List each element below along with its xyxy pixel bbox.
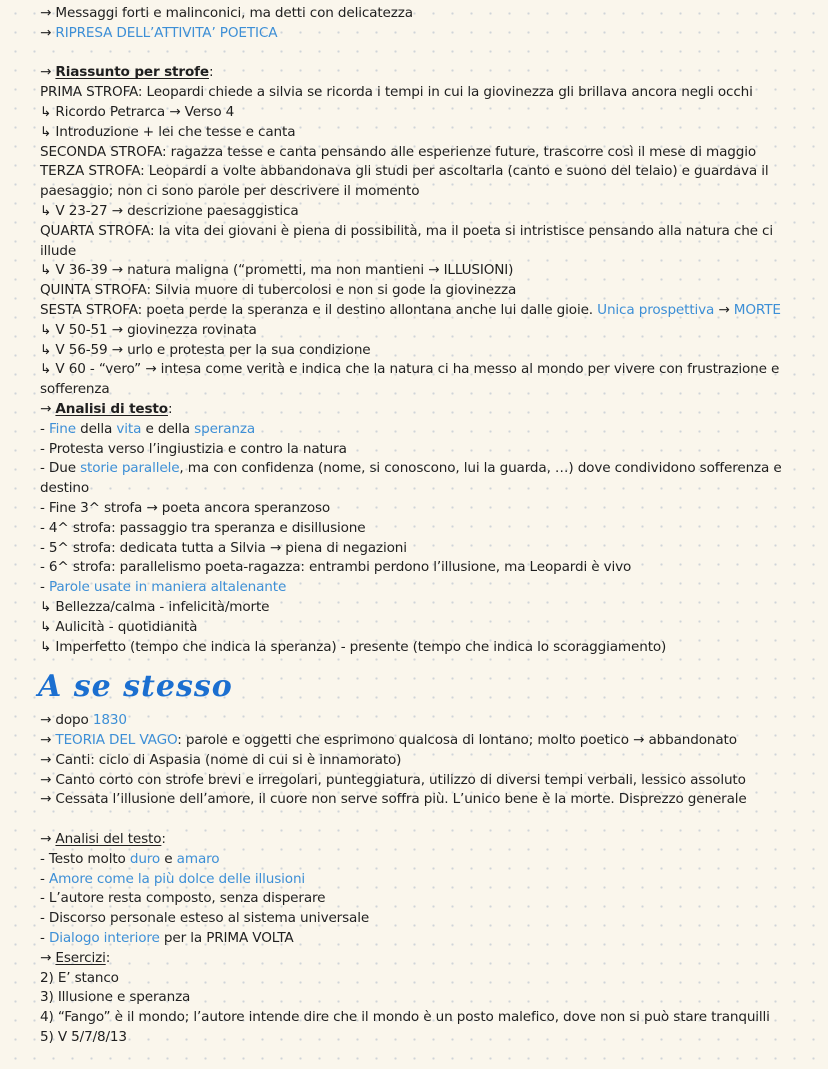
text-line: [40, 949, 820, 969]
text-line: [40, 711, 820, 731]
text-highlight: Analisi del testo: [55, 831, 162, 848]
text-highlight: Analisi di testo: [55, 400, 168, 417]
text-line: [40, 143, 820, 163]
text-segment: della: [75, 420, 117, 437]
text-segment: TERZA STROFA: Leopardi a volte abbandonava gli studi per ascoltarla (canto e suono del telaio) e guardava il: [40, 163, 769, 180]
text-highlight: speranza: [194, 420, 256, 437]
text-segment: 3) Illusione e speranza: [40, 989, 191, 1006]
text-segment: -: [40, 579, 49, 596]
text-segment: :: [167, 400, 173, 417]
text-segment: ↳ Aulicità - quotidianità: [40, 618, 198, 635]
text-line: [40, 969, 820, 989]
text-segment: →: [40, 732, 56, 749]
text-line: [40, 870, 820, 890]
text-segment: → Cessata l’illusione dell’amore, il cuore non serve soffra più. L’unico bene è la morte. Disprezzo generale: [40, 791, 747, 808]
text-line: [40, 850, 820, 870]
text-segment: ↳ V 56-59 → urlo e protesta per la sua condizione: [40, 341, 371, 358]
text-line: [40, 420, 820, 440]
text-line: [40, 301, 820, 321]
text-segment: PRIMA STROFA: Leopardi chiede a silvia se ricorda i tempi in cui la giovinezza gli brillava ancora negli occhi: [40, 84, 753, 101]
text-highlight: amaro: [176, 850, 220, 867]
text-line: [40, 400, 820, 420]
text-highlight: RIPRESA DELL’ATTIVITA’ POETICA: [55, 24, 278, 41]
text-segment: ↳ V 50-51 → giovinezza rovinata: [40, 321, 257, 338]
text-highlight: TEORIA DEL VAGO: [55, 732, 178, 749]
text-segment: -: [40, 870, 49, 887]
text-segment: QUARTA STROFA: la vita dei giovani è piena di possibilità, ma il poeta si intristisce pensando alla natura che ci: [40, 222, 774, 239]
text-segment: → dopo: [40, 712, 93, 729]
text-highlight: Dialogo interiore: [48, 930, 160, 947]
text-line: [40, 731, 820, 751]
text-segment: - L’autore resta composto, senza disperare: [40, 890, 326, 907]
text-segment: paesaggio; non ci sono parole per descrivere il momento: [40, 183, 420, 200]
text-segment: , ma con confidenza (nome, si conoscono, lui la guarda, …) dove condividono sofferenza e: [179, 460, 782, 477]
text-highlight: Amore come la più dolce delle illusioni: [48, 870, 306, 887]
text-segment: →: [40, 831, 56, 848]
text-line: [40, 162, 820, 182]
text-line: [40, 222, 820, 242]
text-line: [40, 360, 820, 380]
text-segment: QUINTA STROFA: Silvia muore di tubercolosi e non si gode la giovinezza: [40, 282, 517, 299]
text-line: [40, 988, 820, 1008]
text-line: [40, 558, 820, 578]
text-highlight: Esercizi: [55, 949, 106, 966]
text-line: [40, 578, 820, 598]
text-segment: destino: [40, 480, 90, 497]
text-segment: :: [208, 64, 214, 81]
text-line: [40, 380, 820, 400]
text-segment: ↳ Bellezza/calma - infelicità/morte: [40, 598, 270, 615]
text-segment: - Protesta verso l’ingiustizia e contro la natura: [40, 440, 347, 457]
text-segment: - 6^ strofa: parallelismo poeta-ragazza: entrambi perdono l’illusione, ma Leopardi è vivo: [40, 559, 632, 576]
text-segment: →: [40, 24, 56, 41]
text-line: [40, 638, 820, 658]
text-line: [40, 341, 820, 361]
text-line: [40, 519, 820, 539]
text-line: [40, 459, 820, 479]
text-segment: →: [40, 64, 56, 81]
text-segment: e della: [141, 420, 195, 437]
text-segment: →: [40, 949, 56, 966]
text-segment: ↳ V 60 - “vero” → intesa come verità e indica che la natura ci ha messo al mondo per vivere con frustrazione e: [40, 361, 780, 378]
text-segment: per la PRIMA VOLTA: [159, 930, 294, 947]
text-highlight: Unica prospettiva: [597, 301, 715, 318]
text-line: [40, 261, 820, 281]
section-title: A se stesso: [38, 669, 233, 705]
text-line: [40, 103, 820, 123]
text-highlight: Fine: [48, 420, 76, 437]
text-line: [40, 598, 820, 618]
text-segment: - 4^ strofa: passaggio tra speranza e disillusione: [40, 519, 366, 536]
text-line: [40, 1028, 820, 1048]
text-segment: : parole e oggetti che esprimono qualcosa di lontano; molto poetico → abbandonato: [177, 732, 737, 749]
text-segment: ↳ Imperfetto (tempo che indica la speranza) - presente (tempo che indica lo scoraggiamento): [40, 638, 667, 655]
text-line: [40, 83, 820, 103]
text-segment: →: [40, 400, 56, 417]
text-line: [40, 24, 820, 44]
text-line: [40, 539, 820, 559]
text-highlight: 1830: [92, 712, 127, 729]
text-segment: - Testo molto: [40, 850, 130, 867]
text-segment: SECONDA STROFA: ragazza tesse e canta pensando alle esperienze future, trascorre così il mese di maggio: [40, 143, 757, 160]
notes-bottom-section: [40, 711, 820, 1048]
text-highlight: vita: [116, 420, 142, 437]
text-line: [40, 182, 820, 202]
text-line: [40, 909, 820, 929]
text-segment: 4) “Fango” è il mondo; l’autore intende dire che il mondo è un posto malefico, dove non si può stare tranquilli: [40, 1009, 770, 1026]
text-highlight: Parole usate in maniera altalenante: [48, 579, 287, 596]
text-segment: - Discorso personale esteso al sistema universale: [40, 910, 370, 927]
text-line: [40, 4, 820, 24]
text-line: [40, 771, 820, 791]
text-highlight: duro: [129, 850, 161, 867]
text-segment: SESTA STROFA: poeta perde la speranza e il destino allontana anche lui dalle gioie.: [40, 301, 598, 318]
text-line: [40, 751, 820, 771]
text-line: [40, 281, 820, 301]
blank-line: [40, 810, 820, 830]
text-segment: - Fine 3^ strofa → poeta ancora speranzoso: [40, 499, 331, 516]
text-line: [40, 889, 820, 909]
blank-line: [40, 44, 820, 64]
text-highlight: MORTE: [733, 301, 781, 318]
text-segment: illude: [40, 242, 77, 259]
text-line: [40, 440, 820, 460]
text-segment: -: [40, 930, 49, 947]
text-segment: ↳ Ricordo Petrarca → Verso 4: [40, 103, 235, 120]
text-line: [40, 929, 820, 949]
text-segment: →: [714, 301, 734, 318]
text-line: [40, 321, 820, 341]
text-segment: :: [161, 831, 166, 848]
text-line: [40, 618, 820, 638]
text-segment: 2) E’ stanco: [40, 969, 119, 986]
text-line: [40, 123, 820, 143]
text-line: [40, 479, 820, 499]
text-segment: ↳ V 23-27 → descrizione paesaggistica: [40, 202, 299, 219]
text-segment: → Canti: ciclo di Aspasia (nome di cui si è innamorato): [40, 751, 402, 768]
text-segment: → Messaggi forti e malinconici, ma detti con delicatezza: [40, 5, 413, 21]
text-line: [40, 242, 820, 262]
text-line: [40, 202, 820, 222]
notes-top-section: [40, 4, 820, 657]
text-segment: sofferenza: [40, 381, 110, 398]
text-segment: - Due: [40, 460, 81, 477]
text-segment: -: [40, 420, 49, 437]
text-line: [40, 790, 820, 810]
text-highlight: Riassunto per strofe: [55, 64, 209, 81]
text-segment: ↳ V 36-39 → natura maligna (“prometti, ma non mantieni → ILLUSIONI): [40, 262, 514, 279]
text-line: [40, 499, 820, 519]
text-segment: :: [105, 949, 111, 966]
text-segment: 5) V 5/7/8/13: [40, 1029, 127, 1046]
text-highlight: storie parallele: [80, 460, 180, 477]
text-segment: - 5^ strofa: dedicata tutta a Silvia → piena di negazioni: [40, 539, 407, 556]
text-segment: e: [160, 850, 177, 867]
text-line: [40, 63, 820, 83]
text-line: [40, 830, 820, 850]
text-segment: → Canto corto con strofe brevi e irregolari, punteggiatura, utilizzo di diversi tempi verbali, lessico assoluto: [40, 771, 746, 788]
text-segment: ↳ Introduzione + lei che tesse e canta: [40, 123, 296, 140]
text-line: [40, 1008, 820, 1028]
